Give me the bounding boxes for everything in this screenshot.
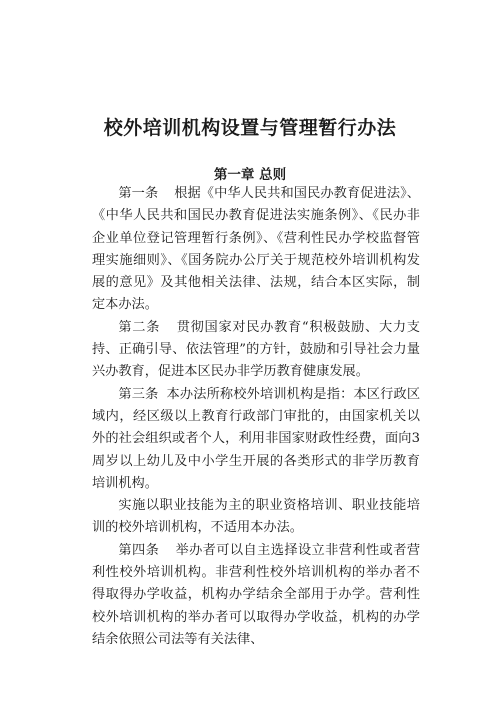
article-text: 贯彻国家对民办教育“积极鼓励、大力支持、正确引导、依法管理”的方针，鼓励和引导社会力量兴办教育，促进本区民办非学历教育健康发展。 <box>92 319 420 380</box>
article-number: 第三条 <box>118 386 159 402</box>
article-paragraph <box>92 183 420 317</box>
document-title: 校外培训机构设置与管理暂行办法 <box>103 117 397 139</box>
document-body <box>92 183 420 651</box>
article-text: 根据《中华人民共和国民办教育促进法》、《中华人民共和国民办教育促进法实施条例》、《民办非企业单位登记管理暂行条例》、《营利性民办学校监督管理实施细则》、《国务院办公厅关于规范校外培训机构发展的意见》及其他相关法律、法规，结合本区实际，制定本办法。 <box>92 186 420 313</box>
article-paragraph <box>92 540 420 651</box>
article-number: 第四条 <box>118 542 160 558</box>
chapter-heading: 第一章 总则 <box>213 167 287 183</box>
article-number: 第二条 <box>118 319 161 335</box>
article-paragraph <box>92 317 420 384</box>
article-text: 举办者可以自主选择设立非营利性或者营利性校外培训机构。非营利性校外培训机构的举办者不得取得办学收益，机构办学结余全部用于办学。营利性校外培训机构的举办者可以取得办学收益，机构的办学结余依照公司法等有关法律、 <box>92 542 421 647</box>
article-paragraph <box>92 384 420 495</box>
article-number: 第一条 <box>118 186 159 201</box>
article-paragraph <box>92 495 420 540</box>
article-text: 本办法所称校外培训机构是指：本区行政区域内，经区级以上教育行政部门审批的，由国家机关以外的社会组织或者个人，利用非国家财政性经费，面向3周岁以上幼儿及中小学生开展的各类形式的非学历教育培训机构。 <box>92 386 421 491</box>
article-text: 实施以职业技能为主的职业资格培训、职业技能培训的校外培训机构，不适用本办法。 <box>92 498 420 536</box>
